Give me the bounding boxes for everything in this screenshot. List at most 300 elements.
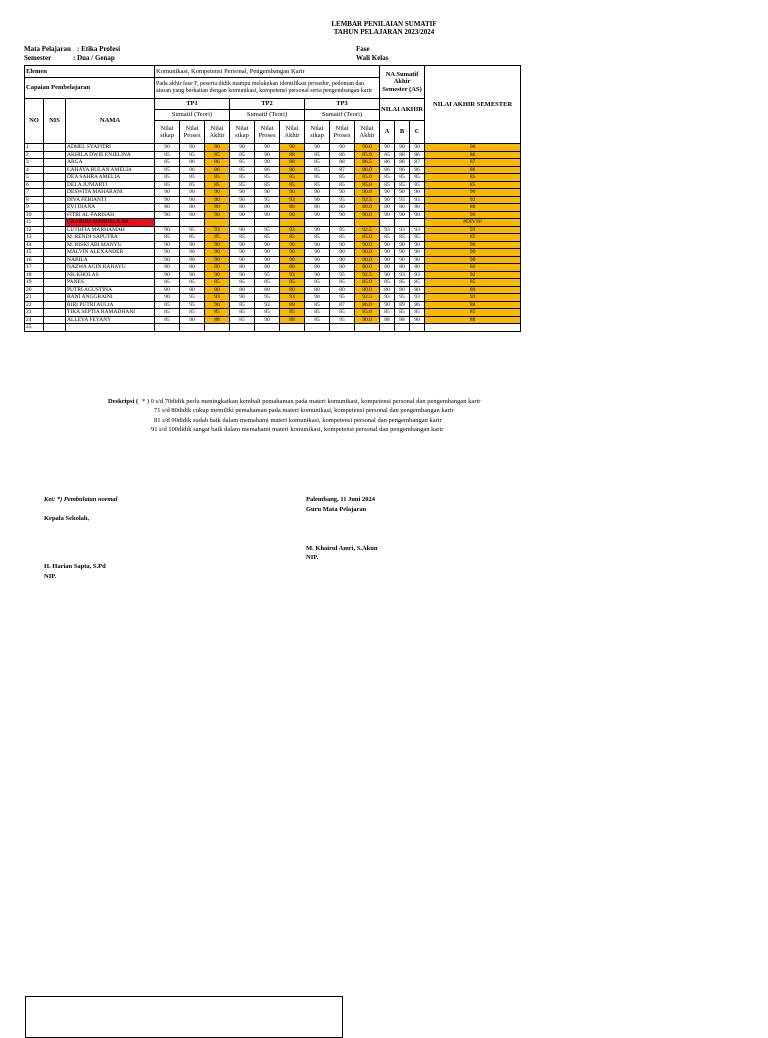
cell-tp1-proses: 90 (180, 211, 205, 219)
cell-tp1-akhir: 85 (205, 234, 230, 242)
cell-nilai-b: 88 (395, 159, 410, 167)
cell-nilai-c: 90 (410, 189, 425, 197)
cell-tp2-sikap: 85 (230, 301, 255, 309)
row-no: 13 (25, 234, 44, 242)
cell-nilai-a: 90 (380, 189, 395, 197)
cell-nilai-b: 85 (395, 181, 410, 189)
cell-tp3-sikap: 85 (305, 151, 330, 159)
row-no: 7 (25, 189, 44, 197)
cell-nilai-b: 85 (395, 279, 410, 287)
cell-nilai-akhir-semester: 87 (425, 159, 521, 167)
cell-tp3-sikap: 85 (305, 316, 330, 324)
fase-label: Fase (356, 45, 370, 53)
cell-nilai-akhir-semester: 85 (425, 309, 521, 317)
cell-tp2-proses: 90 (255, 241, 280, 249)
cell-tp2-sikap: 90 (230, 294, 255, 302)
table-row (25, 279, 521, 287)
cell-tp1-sikap: 90 (155, 211, 180, 219)
table-row (25, 166, 521, 174)
cell-nilai-a: 90 (380, 211, 395, 219)
table-row (25, 159, 521, 167)
tp1-sumatif-header: Sumatif (Teori) (155, 110, 230, 121)
cell-tp2-proses: 90 (255, 316, 280, 324)
cell-tp2-sikap: 85 (230, 309, 255, 317)
cell-nilai-akhir-semester: 85 (425, 279, 521, 287)
cell-tp2-proses: 93 (255, 301, 280, 309)
row-no: 23 (25, 309, 44, 317)
cell-tp1-akhir: 85 (205, 181, 230, 189)
row-no: 9 (25, 204, 44, 212)
cell-nilai-b: 85 (395, 234, 410, 242)
cell-nilai-b: 80 (395, 264, 410, 272)
cell-tp2-akhir: 89 (280, 301, 305, 309)
elemen-label: Elemen (25, 66, 155, 78)
deskripsi-label: Deskripsi ( (108, 398, 139, 405)
tp2-proses-header: Nilai Proses (255, 121, 280, 144)
cell-tp2-akhir: 85 (280, 279, 305, 287)
cell-nilai-c: 90 (410, 256, 425, 264)
cell-tp2-proses: 80 (255, 264, 280, 272)
cell-nilai-b (395, 219, 410, 227)
row-nama: GRANDIS MANDELA AR (66, 219, 155, 227)
cell-nilai-b: 85 (395, 309, 410, 317)
cell-nilai-akhir-semester: 90 (425, 249, 521, 257)
row-nama: NK.KHOLAS (66, 271, 155, 279)
cell-tp3-proses (330, 219, 355, 227)
col-nama-header: NAMA (66, 99, 155, 144)
row-nis (44, 256, 66, 264)
cell-tp1-proses: 85 (180, 309, 205, 317)
table-row (25, 174, 521, 182)
ket-note: Ket: *) Pembulatan normal (44, 496, 118, 503)
cell-tp1-akhir: 90 (205, 144, 230, 152)
row-nama: RANI ANGGRAINI (66, 294, 155, 302)
cell-nilai-b: 90 (395, 249, 410, 257)
cell-tp1-sikap: 90 (155, 241, 180, 249)
cell-nilai-a: 85 (380, 174, 395, 182)
cell-tp3-proses: 85 (330, 174, 355, 182)
row-nis (44, 196, 66, 204)
cell-nilai-akhir-semester: 88 (425, 316, 521, 324)
table-row (25, 264, 521, 272)
cell-tp2-proses: 95 (255, 196, 280, 204)
row-nis (44, 219, 66, 227)
table-row (25, 271, 521, 279)
cell-tp1-akhir (205, 219, 230, 227)
cell-nilai-akhir-semester: 80 (425, 286, 521, 294)
cell-tp2-sikap (230, 219, 255, 227)
cell-tp3-sikap: 85 (305, 309, 330, 317)
row-no: 21 (25, 294, 44, 302)
table-row (25, 189, 521, 197)
cell-tp3-sikap: 90 (305, 196, 330, 204)
table-row (25, 204, 521, 212)
tp2-sikap-header: Nilai sikap (230, 121, 255, 144)
cell-nilai-akhir-semester: 90 (425, 211, 521, 219)
cell-tp1-sikap: 80 (155, 286, 180, 294)
cell-nilai-a: 85 (380, 181, 395, 189)
cell-tp1-proses: 85 (180, 174, 205, 182)
row-nis (44, 204, 66, 212)
cell-tp2-proses: 90 (255, 189, 280, 197)
cell-nilai-c: 85 (410, 279, 425, 287)
cell-tp2-akhir: 85 (280, 174, 305, 182)
cell-nilai-a: 86 (380, 159, 395, 167)
cell-nilai-b: 93 (395, 196, 410, 204)
sheet-subtitle: TAHUN PELAJARAN 2023/2024 (333, 28, 435, 36)
row-nama (66, 324, 155, 332)
cell-tp1-proses: 95 (180, 301, 205, 309)
col-nis-header: NIS (44, 99, 66, 144)
cell-tp2-sikap: 85 (230, 174, 255, 182)
cell-nilai-a: 85 (380, 279, 395, 287)
cell-nilai-akhir-semester: 80 (425, 264, 521, 272)
grade-table (24, 65, 521, 332)
cell-tp3-akhir: 90.0 (355, 144, 380, 152)
cell-tp2-proses: 85 (255, 309, 280, 317)
table-row (25, 316, 521, 324)
cell-tp1-sikap: 90 (155, 144, 180, 152)
cell-tp1-akhir: 86 (205, 159, 230, 167)
cell-tp2-akhir: 93 (280, 226, 305, 234)
cell-tp2-akhir: 90 (280, 189, 305, 197)
cell-nilai-b: 90 (395, 211, 410, 219)
cell-tp3-akhir: 85.0 (355, 309, 380, 317)
cell-tp2-proses (255, 324, 280, 332)
cell-tp3-sikap: 80 (305, 286, 330, 294)
cell-tp1-proses: 85 (180, 181, 205, 189)
cell-tp1-proses: 90 (180, 196, 205, 204)
table-row (25, 301, 521, 309)
cell-nilai-a: 85 (380, 309, 395, 317)
cell-tp1-proses: 86 (180, 159, 205, 167)
cell-tp1-sikap: 85 (155, 301, 180, 309)
cell-tp2-proses: 85 (255, 181, 280, 189)
cell-tp3-sikap: 85 (305, 279, 330, 287)
cell-tp1-akhir: 93 (205, 226, 230, 234)
cell-nilai-a: 90 (380, 249, 395, 257)
row-no: 12 (25, 226, 44, 234)
cell-tp2-sikap: 90 (230, 211, 255, 219)
cell-tp1-akhir: 80 (205, 264, 230, 272)
nilai-akhir-semester-header: NILAI AKHIR SEMESTER (425, 66, 521, 144)
cell-tp1-sikap (155, 324, 180, 332)
cell-nilai-akhir-semester: 85 (425, 234, 521, 242)
cell-tp1-akhir: 90 (205, 211, 230, 219)
row-nis (44, 301, 66, 309)
table-row (25, 151, 521, 159)
cell-tp3-proses: 85 (330, 309, 355, 317)
cell-tp3-akhir: 90.0 (355, 211, 380, 219)
capaian-value: Pada akhir fase F, peserta didik mampu melakukan identifikasi prosedur, pedoman dan aturan yang berkaitan dengan komunikasi, kompetensi personal serta pengembangan karir (155, 78, 380, 99)
cell-tp3-akhir: 90.0 (355, 249, 380, 257)
cell-nilai-c: 90 (410, 241, 425, 249)
cell-nilai-b: 85 (395, 174, 410, 182)
row-nama: ALLEYA FEYANY (66, 316, 155, 324)
cell-tp3-sikap: 80 (305, 264, 330, 272)
cell-tp1-sikap: 85 (155, 181, 180, 189)
cell-tp2-sikap: 90 (230, 256, 255, 264)
cell-tp1-akhir (205, 324, 230, 332)
cell-tp3-akhir: 85.0 (355, 174, 380, 182)
cell-nilai-a: 93 (380, 294, 395, 302)
row-nama: TIKA SEPTIA RAMADHANI (66, 309, 155, 317)
cell-nilai-c: 80 (410, 286, 425, 294)
row-nama: M. RISKI ABI MANYU (66, 241, 155, 249)
tp1-sikap-header: Nilai sikap (155, 121, 180, 144)
cell-nilai-b: 80 (395, 204, 410, 212)
cell-tp1-proses: 90 (180, 144, 205, 152)
row-nis (44, 279, 66, 287)
row-nama: DESWITA MAHARANI (66, 189, 155, 197)
row-nis (44, 324, 66, 332)
cell-tp3-proses: 95 (330, 294, 355, 302)
cell-tp2-sikap (230, 324, 255, 332)
table-row (25, 324, 521, 332)
cell-tp1-sikap: 85 (155, 316, 180, 324)
kepala-sekolah-label: Kepala Sekolah, (44, 515, 90, 522)
cell-nilai-akhir-semester: #DIV/0! (425, 219, 521, 227)
cell-tp2-akhir: 93 (280, 271, 305, 279)
semester-value: : Dua / Genap (73, 54, 115, 62)
sheet-title: LEMBAR PENILAIAN SUMATIF (331, 20, 437, 28)
cell-tp3-sikap: 90 (305, 226, 330, 234)
cell-tp3-proses: 90 (330, 241, 355, 249)
cell-tp3-akhir: 85.0 (355, 234, 380, 242)
cell-tp3-sikap: 90 (305, 271, 330, 279)
row-nis (44, 226, 66, 234)
cell-tp3-proses: 85 (330, 234, 355, 242)
cell-tp3-proses: 80 (330, 204, 355, 212)
cell-nilai-c: 85 (410, 309, 425, 317)
cell-tp2-akhir: 85 (280, 309, 305, 317)
cell-nilai-c: 90 (410, 316, 425, 324)
cell-nilai-b: 95 (395, 294, 410, 302)
cell-tp2-proses: 86 (255, 166, 280, 174)
tp2-header: TP2 (230, 99, 305, 110)
cell-nilai-c: 93 (410, 226, 425, 234)
row-no: 6 (25, 181, 44, 189)
row-nis (44, 264, 66, 272)
cell-tp3-akhir: 80.0 (355, 204, 380, 212)
cell-tp2-akhir: 80 (280, 286, 305, 294)
row-nama: M. RENDI SAPUTRA (66, 234, 155, 242)
cell-tp1-akhir: 90 (205, 271, 230, 279)
cell-nilai-c: 85 (410, 174, 425, 182)
cell-tp2-proses: 80 (255, 286, 280, 294)
cell-nilai-akhir-semester: 90 (425, 144, 521, 152)
row-no: 25 (25, 324, 44, 332)
cell-tp1-proses: 80 (180, 286, 205, 294)
tp3-proses-header: Nilai Proses (330, 121, 355, 144)
cell-tp1-akhir: 93 (205, 294, 230, 302)
table-row (25, 234, 521, 242)
row-no: 16 (25, 256, 44, 264)
cell-tp1-proses: 90 (180, 316, 205, 324)
cell-tp1-sikap: 80 (155, 264, 180, 272)
cell-tp2-proses: 95 (255, 226, 280, 234)
tp3-sumatif-header: Sumatif (Teori) (305, 110, 380, 121)
row-nama: EVI DIANA (66, 204, 155, 212)
place-date: Palembang, 11 Juni 2024 (306, 496, 375, 503)
guru-label: Guru Mata Pelajaran (306, 506, 367, 513)
table-row (25, 256, 521, 264)
cell-tp3-proses: 88 (330, 159, 355, 167)
cell-tp2-sikap: 90 (230, 226, 255, 234)
cell-tp2-akhir (280, 324, 305, 332)
guru-name: M. Khairul Amri, S.Akun (306, 545, 378, 552)
cell-tp2-sikap: 90 (230, 271, 255, 279)
cell-nilai-b: 93 (395, 226, 410, 234)
cell-tp3-proses: 87 (330, 301, 355, 309)
cell-tp2-sikap: 80 (230, 286, 255, 294)
subject-value: : Etika Profesi (77, 45, 121, 53)
cell-tp3-akhir: 80.0 (355, 264, 380, 272)
cell-tp2-akhir: 90 (280, 241, 305, 249)
cell-tp3-sikap: 90 (305, 249, 330, 257)
row-nis (44, 211, 66, 219)
row-nama: DELA JUNIARTI (66, 181, 155, 189)
table-row (25, 294, 521, 302)
cell-tp1-proses (180, 219, 205, 227)
cell-tp1-akhir: 85 (205, 279, 230, 287)
row-nama: ARGA (66, 159, 155, 167)
cell-nilai-a: 90 (380, 144, 395, 152)
cell-tp3-akhir: 86.5 (355, 159, 380, 167)
row-no: 15 (25, 249, 44, 257)
cell-tp1-proses: 85 (180, 151, 205, 159)
cell-tp2-proses: 90 (255, 249, 280, 257)
cell-tp3-proses: 86 (330, 151, 355, 159)
cell-tp3-proses: 95 (330, 196, 355, 204)
cell-tp3-sikap: 85 (305, 174, 330, 182)
cell-nilai-b: 80 (395, 286, 410, 294)
cell-nilai-c (410, 219, 425, 227)
cell-tp3-proses: 95 (330, 271, 355, 279)
kepala-sekolah-nip: NIP. (44, 573, 57, 580)
cell-tp2-sikap: 80 (230, 204, 255, 212)
cell-nilai-akhir-semester: 93 (425, 226, 521, 234)
cell-tp1-akhir: 90 (205, 196, 230, 204)
cell-tp3-sikap (305, 219, 330, 227)
cell-tp2-sikap: 90 (230, 144, 255, 152)
cell-tp3-sikap: 90 (305, 241, 330, 249)
cell-nilai-a: 90 (380, 196, 395, 204)
cell-nilai-c: 87 (410, 159, 425, 167)
tp1-header: TP1 (155, 99, 230, 110)
row-nama: LUTHFIA MARHAMAH (66, 226, 155, 234)
table-row (25, 196, 521, 204)
cell-tp2-sikap: 85 (230, 166, 255, 174)
table-row (25, 226, 521, 234)
row-no: 19 (25, 279, 44, 287)
deskripsi-line-2: 71 s/d 80didik cukup memiliki pemahaman pada materi komunikasi, kompetensi personal dan pengembangan karir (154, 407, 454, 414)
cell-tp1-sikap: 90 (155, 226, 180, 234)
cell-tp1-sikap: 90 (155, 189, 180, 197)
cell-tp2-proses: 90 (255, 159, 280, 167)
table-row (25, 286, 521, 294)
deskripsi-line-4: 91 s/d 100didik sangat baik dalam memahami materi komunikasi, kompetensi personal dan pengembangan karir (151, 426, 444, 433)
cell-tp2-proses: 90 (255, 151, 280, 159)
table-row (25, 309, 521, 317)
cell-tp2-akhir: 93 (280, 196, 305, 204)
cell-nilai-c: 85 (410, 234, 425, 242)
cell-nilai-a: 90 (380, 241, 395, 249)
row-nama: DIVA FEBIANTI (66, 196, 155, 204)
cell-nilai-a: 80 (380, 286, 395, 294)
cell-tp3-akhir: 92.5 (355, 196, 380, 204)
cell-nilai-a: 90 (380, 301, 395, 309)
row-nis (44, 189, 66, 197)
tp3-sikap-header: Nilai sikap (305, 121, 330, 144)
cell-nilai-c: 80 (410, 264, 425, 272)
cell-tp3-akhir: 90.0 (355, 316, 380, 324)
row-no: 18 (25, 271, 44, 279)
cell-tp2-akhir (280, 219, 305, 227)
cell-tp3-proses: 85 (330, 279, 355, 287)
cell-nilai-c: 93 (410, 196, 425, 204)
cell-tp3-akhir: 92.5 (355, 294, 380, 302)
cell-tp3-proses: 80 (330, 264, 355, 272)
cell-nilai-b: 90 (395, 144, 410, 152)
cell-nilai-akhir-semester (425, 324, 521, 332)
col-c-header: C (410, 121, 425, 144)
bottom-frame (25, 996, 343, 1038)
cell-tp3-akhir (355, 219, 380, 227)
row-no: 3 (25, 159, 44, 167)
cell-nilai-akhir-semester: 86 (425, 151, 521, 159)
cell-nilai-akhir-semester: 92 (425, 271, 521, 279)
tp3-akhir-header: Nilai Akhir (355, 121, 380, 144)
cell-tp3-akhir: 85.9 (355, 151, 380, 159)
row-nama: CAHAYA BULAN AMELIA (66, 166, 155, 174)
row-nama: PUTRI AGUSTINA (66, 286, 155, 294)
cell-tp3-sikap: 90 (305, 256, 330, 264)
cell-tp1-proses: 90 (180, 249, 205, 257)
cell-nilai-b: 88 (395, 151, 410, 159)
cell-nilai-b: 86 (395, 166, 410, 174)
cell-tp2-akhir: 90 (280, 249, 305, 257)
nilai-akhir-header: NILAI AKHIR (380, 99, 425, 121)
cell-tp3-proses: 90 (330, 144, 355, 152)
cell-tp2-sikap: 90 (230, 196, 255, 204)
deskripsi-line-3: 81 s/d 90didik sudah baik dalam memahami materi komunikasi, kompetensi personal dan pengembangan karir (154, 417, 442, 424)
cell-tp2-proses (255, 219, 280, 227)
cell-tp3-akhir: 80.0 (355, 286, 380, 294)
row-nama: MALVIN ALEXANDER (66, 249, 155, 257)
cell-tp1-proses: 85 (180, 234, 205, 242)
cell-tp2-proses: 90 (255, 256, 280, 264)
cell-nilai-b: 90 (395, 189, 410, 197)
cell-tp2-akhir: 85 (280, 234, 305, 242)
row-nis (44, 271, 66, 279)
cell-tp1-proses: 90 (180, 256, 205, 264)
row-no: 17 (25, 264, 44, 272)
cell-nilai-c: 86 (410, 166, 425, 174)
cell-tp1-akhir: 85 (205, 174, 230, 182)
cell-tp1-proses: 95 (180, 294, 205, 302)
table-row (25, 211, 521, 219)
cell-tp2-proses: 90 (255, 211, 280, 219)
cell-tp3-sikap: 90 (305, 189, 330, 197)
row-nis (44, 316, 66, 324)
cell-tp3-akhir: 92.5 (355, 271, 380, 279)
cell-tp2-akhir: 88 (280, 316, 305, 324)
row-nis (44, 241, 66, 249)
cell-nilai-b: 88 (395, 316, 410, 324)
table-row (25, 144, 521, 152)
row-nama: PANES (66, 279, 155, 287)
